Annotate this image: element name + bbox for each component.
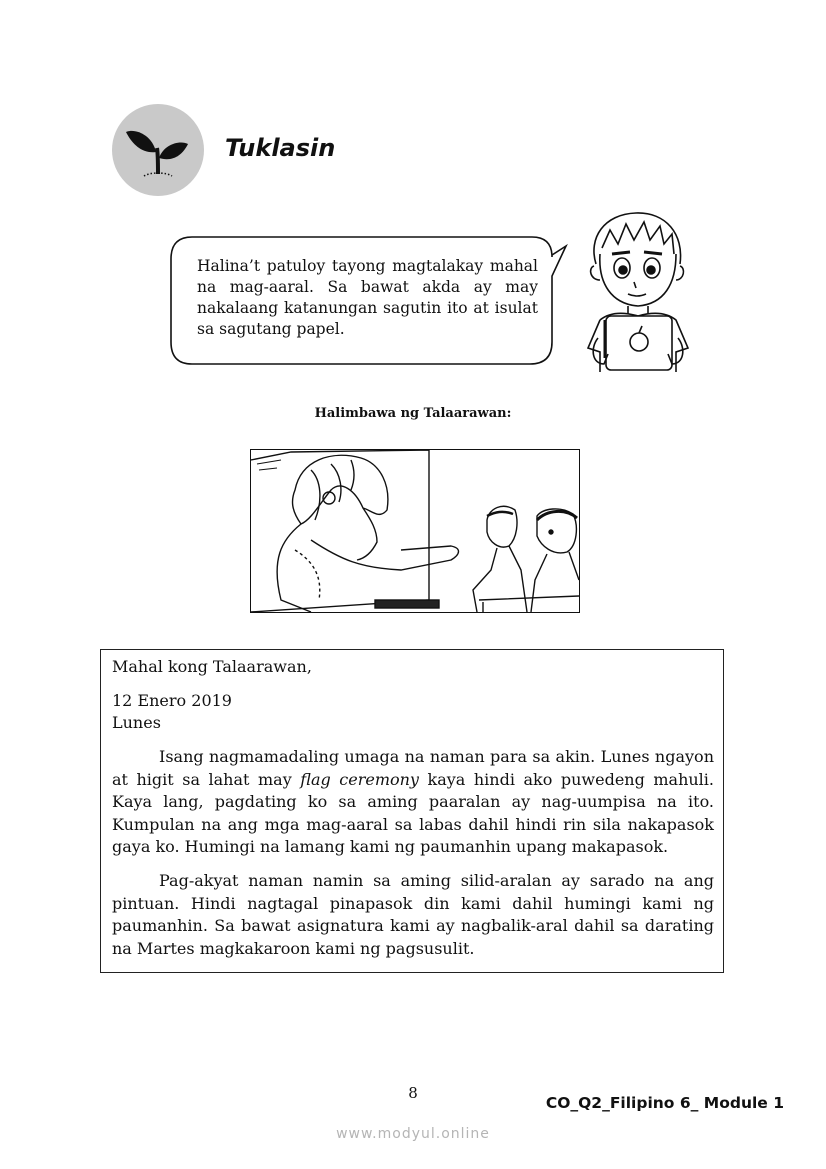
diary-date: 12 Enero 2019 bbox=[112, 691, 232, 710]
module-label: CO_Q2_Filipino 6_ Module 1 bbox=[545, 1094, 784, 1112]
section-badge bbox=[112, 104, 204, 196]
classroom-illustration bbox=[250, 449, 580, 613]
bubble-text: Halina’t patuloy tayong magtalakay mahal na mag-aaral. Sa bawat akda ay may nakalaang katanungan sagutin ito at isulat sa sagutang papel. bbox=[197, 257, 538, 338]
diary-paragraph-1-part-a: Isang nagmamadaling umaga na naman para sa akin. Lunes ngayon at higit sa lahat may bbox=[112, 747, 714, 789]
watermark: www.modyul.online bbox=[336, 1126, 490, 1142]
sprout-icon bbox=[112, 104, 204, 196]
diary-entry-box bbox=[100, 649, 724, 973]
diary-paragraph-2 bbox=[112, 870, 714, 960]
diary-day: Lunes bbox=[112, 713, 161, 732]
diary-paragraph-1-emphasis: flag ceremony bbox=[300, 769, 419, 789]
page-number: 8 bbox=[408, 1084, 418, 1102]
example-caption: Halimbawa ng Talaarawan: bbox=[314, 406, 512, 421]
boy-character-illustration bbox=[580, 208, 696, 374]
diary-greeting: Mahal kong Talaarawan, bbox=[112, 657, 312, 676]
section-title: Tuklasin bbox=[225, 134, 336, 162]
teacher-and-students-drawing bbox=[251, 450, 579, 612]
diary-paragraph-1-part-b: kaya hindi ako puwedeng mahuli. Kaya lang, pagdating ko sa aming paaralan ay nag-uumpisa na ito. Kumpulan na ang mga mag-aaral sa labas dahil hindi rin sila nakapasok gaya ko. Humingi na lamang kami ng paumanhin upang makapasok. bbox=[112, 769, 715, 857]
diary-paragraph-2-text: Pag-akyat naman namin sa aming silid-aralan ay sarado na ang pintuan. Hindi nagtagal pinapasok din kami dahil humingi kami ng paumanhin. Sa bawat asignatura kami ay nagbalik-aral dahil sa darating na Martes magkakaroon kami ng pagsusulit. bbox=[112, 871, 714, 958]
diary-paragraph-1 bbox=[112, 746, 714, 859]
